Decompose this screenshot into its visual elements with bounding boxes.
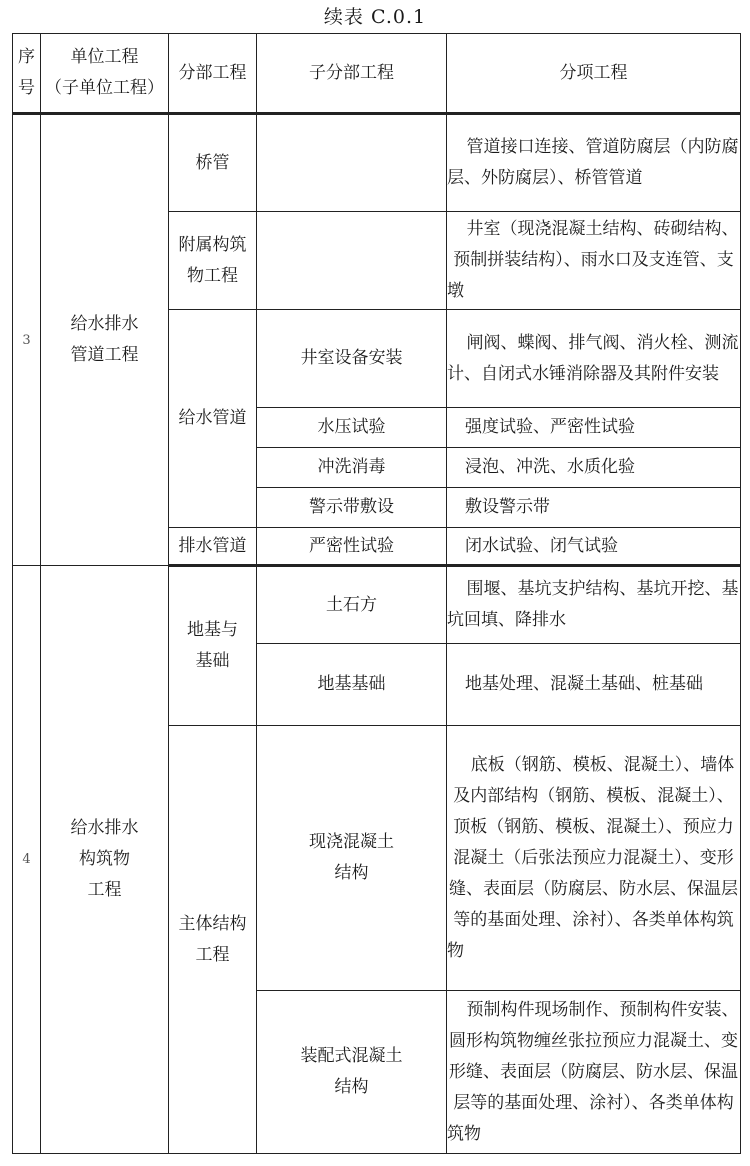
item-text: 围堰、基坑支护结构、基坑开挖、基坑回填、降排水 <box>447 579 739 630</box>
subdivision-line1: 装配式混凝土 <box>300 1046 403 1066</box>
item-text: 闸阀、蝶阀、排气阀、消火栓、测流计、自闭式水锤消除器及其附件安装 <box>447 332 739 384</box>
division-line1: 地基与 <box>187 620 238 640</box>
item-cell <box>447 644 741 726</box>
subdivision-cell: 冲洗消毒 <box>257 448 447 488</box>
item-cell <box>447 566 741 644</box>
header-subdivision: 子分部工程 <box>257 34 447 114</box>
division-cell: 排水管道 <box>169 528 257 566</box>
item-text: 浸泡、冲洗、水质化验 <box>465 457 635 477</box>
header-unit-project-line1: 单位工程 <box>70 47 139 67</box>
serial-number: 4 <box>13 566 41 1154</box>
subdivision-line1: 现浇混凝土 <box>309 832 394 852</box>
subdivision-cell: 土石方 <box>257 566 447 644</box>
item-text: 敷设警示带 <box>465 497 550 517</box>
division-cell <box>169 726 257 1154</box>
division-cell: 桥管 <box>169 114 257 212</box>
header-serial-no-line1: 序 <box>18 47 35 67</box>
subdivision-cell-empty <box>257 114 447 212</box>
subdivision-table <box>12 33 741 1154</box>
item-cell <box>447 528 741 566</box>
item-cell <box>447 991 741 1154</box>
header-serial-no <box>13 34 41 114</box>
item-text: 地基处理、混凝土基础、桩基础 <box>465 674 703 694</box>
header-item: 分项工程 <box>447 34 741 114</box>
subdivision-cell: 警示带敷设 <box>257 488 447 528</box>
header-unit-project <box>41 34 169 114</box>
item-cell <box>447 448 741 488</box>
item-text: 强度试验、严密性试验 <box>465 417 635 437</box>
subdivision-cell: 地基基础 <box>257 644 447 726</box>
item-cell <box>447 726 741 991</box>
subdivision-line2: 结构 <box>334 863 369 883</box>
division-cell <box>169 566 257 726</box>
subdivision-cell <box>257 726 447 991</box>
item-cell <box>447 408 741 448</box>
table-header-row <box>13 34 741 114</box>
subdivision-cell <box>257 991 447 1154</box>
division-cell <box>169 212 257 310</box>
table-row <box>13 566 741 644</box>
item-text: 井室（现浇混凝土结构、砖砌结构、预制拼装结构）、雨水口及支连管、支墩 <box>447 219 739 301</box>
header-unit-project-line2: （子单位工程） <box>45 78 164 98</box>
unit-project-line2: 管道工程 <box>70 345 139 365</box>
item-text: 底板（钢筋、模板、混凝土）、墙体及内部结构（钢筋、模板、混凝土）、顶板（钢筋、模板、混凝土）、预应力混凝土（后张法预应力混凝土）、变形缝、表面层（防腐层、防水层、保温层等的基面处理、涂衬）、各类单体构筑物 <box>447 754 738 961</box>
unit-project-line2: 构筑物 <box>79 849 130 869</box>
item-text: 预制构件现场制作、预制构件安装、圆形构筑物缠丝张拉预应力混凝土、变形缝、表面层（防腐层、防水层、保温层等的基面处理、涂衬）、各类单体构筑物 <box>447 999 739 1144</box>
subdivision-cell: 井室设备安装 <box>257 310 447 408</box>
header-serial-no-line2: 号 <box>18 78 35 98</box>
division-line1: 主体结构 <box>178 913 247 934</box>
header-division: 分部工程 <box>169 34 257 114</box>
item-cell <box>447 488 741 528</box>
unit-project-line1: 给水排水 <box>70 818 139 838</box>
item-text: 闭水试验、闭气试验 <box>465 535 618 556</box>
item-cell <box>447 114 741 212</box>
item-cell <box>447 212 741 310</box>
subdivision-cell: 水压试验 <box>257 408 447 448</box>
serial-number: 3 <box>13 114 41 566</box>
division-line2: 物工程 <box>187 265 238 286</box>
item-text: 管道接口连接、管道防腐层（内防腐层、外防腐层）、桥管管道 <box>447 137 739 188</box>
item-cell <box>447 310 741 408</box>
unit-project-line3: 工程 <box>87 880 122 900</box>
unit-project-cell <box>41 114 169 566</box>
division-line2: 工程 <box>195 944 230 965</box>
subdivision-line2: 结构 <box>334 1077 369 1097</box>
unit-project-line1: 给水排水 <box>70 314 139 334</box>
subdivision-cell: 严密性试验 <box>257 528 447 566</box>
unit-project-cell <box>41 566 169 1154</box>
table-row <box>13 114 741 212</box>
subdivision-cell-empty <box>257 212 447 310</box>
division-line1: 附属构筑 <box>178 234 247 255</box>
division-line2: 基础 <box>195 651 230 671</box>
table-caption: 续表 C.0.1 <box>323 6 427 28</box>
division-cell: 给水管道 <box>169 310 257 528</box>
